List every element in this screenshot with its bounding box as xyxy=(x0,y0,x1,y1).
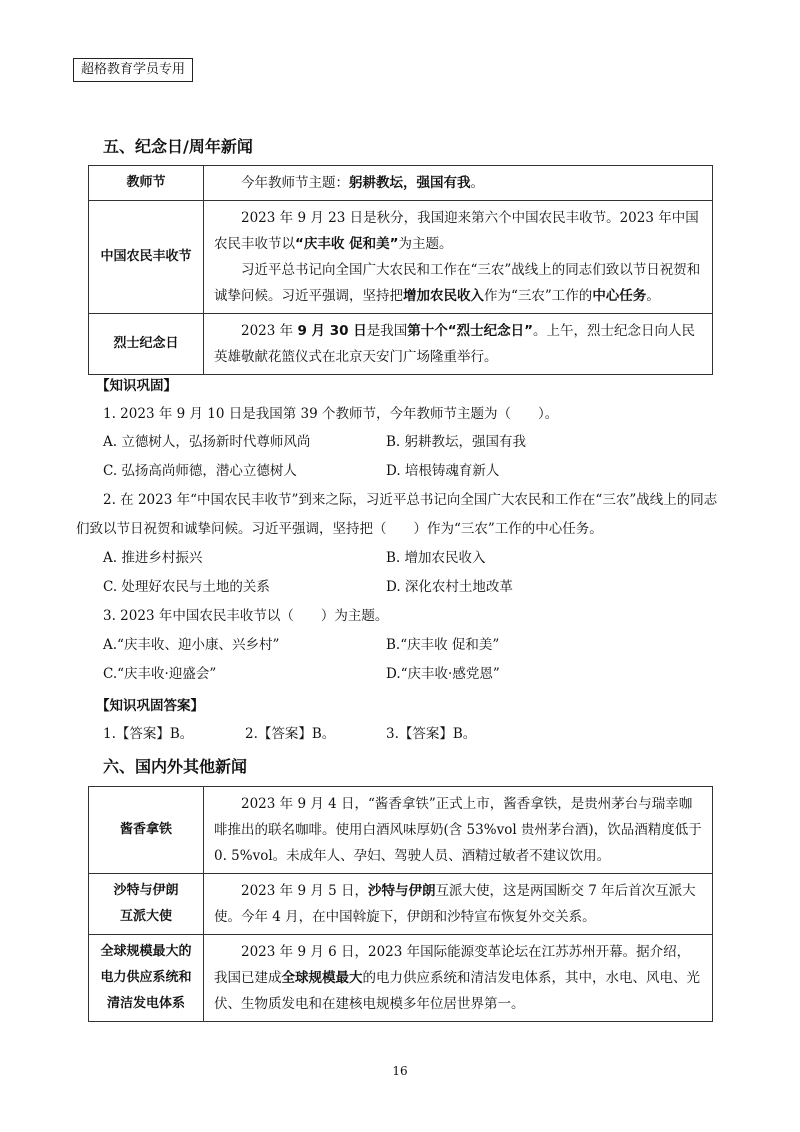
table-row xyxy=(89,874,713,935)
table-row xyxy=(89,787,713,874)
q1-option-c: C. 弘扬高尚师德，潜心立德树人 xyxy=(103,463,297,479)
row-label: 烈士纪念日 xyxy=(89,314,204,375)
section5-title: 五、纪念日/周年新闻 xyxy=(103,137,253,156)
quiz-heading: 【知识巩固】 xyxy=(96,378,177,394)
table-row xyxy=(89,935,713,1022)
answer-2: 2.【答案】B。 xyxy=(245,726,336,742)
answer-3: 3.【答案】B。 xyxy=(386,726,477,742)
row-label: 中国农民丰收节 xyxy=(89,201,204,314)
row-label-line: 互派大使 xyxy=(119,909,172,924)
q1-stem: 1. 2023 年 9 月 10 日是我国第 39 个教师节，今年教师节主题为（ ）。 xyxy=(103,406,559,422)
row-label xyxy=(89,874,204,935)
q1-option-b: B. 躬耕教坛，强国有我 xyxy=(386,434,527,450)
q3-stem: 3. 2023 年中国农民丰收节以（ ）为主题。 xyxy=(103,608,389,624)
answer-heading: 【知识巩固答案】 xyxy=(96,698,204,714)
q2-option-d: D. 深化农村土地改革 xyxy=(386,579,513,595)
section5-table xyxy=(88,165,713,375)
row-label-line: 清洁发电体系 xyxy=(106,996,185,1011)
header-label: 超格教育学员专用 xyxy=(73,58,193,82)
q1-option-d: D. 培根铸魂育新人 xyxy=(386,463,500,479)
row-content: 2023 年 9 月 4 日，“酱香拿铁”正式上市，酱香拿铁，是贵州茅台与瑞幸咖啡推出的联名咖啡。使用白酒风味厚奶(含 53%vol 贵州茅台酒)，饮品酒精度低于 0. 5%vol。未成年人、孕妇、驾驶人员、酒精过敏者不建议饮用。 xyxy=(204,787,713,874)
row-content: 2023 年 9 月 6 日，2023 年国际能源变革论坛在江苏苏州开幕。据介绍，我国已建成全球规模最大的电力供应系统和清洁发电体系，其中，水电、风电、光伏、生物质发电和在建核电规模多年位居世界第一。 xyxy=(204,935,713,1022)
row-label-line: 全球规模最大的 xyxy=(100,944,192,959)
row-label: 酱香拿铁 xyxy=(89,787,204,874)
q3-option-a: A.“庆丰收、迎小康、兴乡村” xyxy=(103,637,280,653)
row-content: 2023 年 9 月 23 日是秋分，我国迎来第六个中国农民丰收节。2023 年中国农民丰收节以“庆丰收 促和美”为主题。 习近平总书记向全国广大农民和工作在“三农”战线上的同志们致以节日祝贺和诚挚问候。习近平强调，坚持把增加农民收入作为“三农”工作的中心任务。 xyxy=(204,201,713,314)
table-row xyxy=(89,314,713,375)
q3-option-d: D.“庆丰收·感党恩” xyxy=(386,666,500,682)
answer-1: 1.【答案】B。 xyxy=(103,726,194,742)
q1-option-a: A. 立德树人，弘扬新时代尊师风尚 xyxy=(103,434,311,450)
row-content: 2023 年 9 月 5 日，沙特与伊朗互派大使，这是两国断交 7 年后首次互派大使。今年 4 月，在中国斡旋下，伊朗和沙特宣布恢复外交关系。 xyxy=(204,874,713,935)
row-content: 2023 年 9 月 30 日是我国第十个“烈士纪念日”。上午，烈士纪念日向人民英雄敬献花篮仪式在北京天安门广场隆重举行。 xyxy=(204,314,713,375)
row-label xyxy=(89,935,204,1022)
section6-table xyxy=(88,786,713,1022)
q3-option-b: B.“庆丰收 促和美” xyxy=(386,637,500,653)
q2-stem-line1: 2. 在 2023 年“中国农民丰收节”到来之际，习近平总书记向全国广大农民和工作在“三农”战线上的同志 xyxy=(103,492,718,508)
q2-option-b: B. 增加农民收入 xyxy=(386,550,486,566)
q2-option-c: C. 处理好农民与土地的关系 xyxy=(103,579,270,595)
row-label: 教师节 xyxy=(89,166,204,201)
table-row xyxy=(89,201,713,314)
q2-stem-line2: 们致以节日祝贺和诚挚问候。习近平强调，坚持把（ ）作为“三农”工作的中心任务。 xyxy=(76,521,603,537)
page-number: 16 xyxy=(392,1064,408,1078)
row-label-line: 沙特与伊朗 xyxy=(113,883,179,898)
q3-option-c: C.“庆丰收·迎盛会” xyxy=(103,666,217,682)
table-row xyxy=(89,166,713,201)
section6-title: 六、国内外其他新闻 xyxy=(103,757,248,776)
row-label-line: 电力供应系统和 xyxy=(100,970,192,985)
row-content: 今年教师节主题：躬耕教坛，强国有我。 xyxy=(204,166,713,201)
q2-option-a: A. 推进乡村振兴 xyxy=(103,550,203,566)
